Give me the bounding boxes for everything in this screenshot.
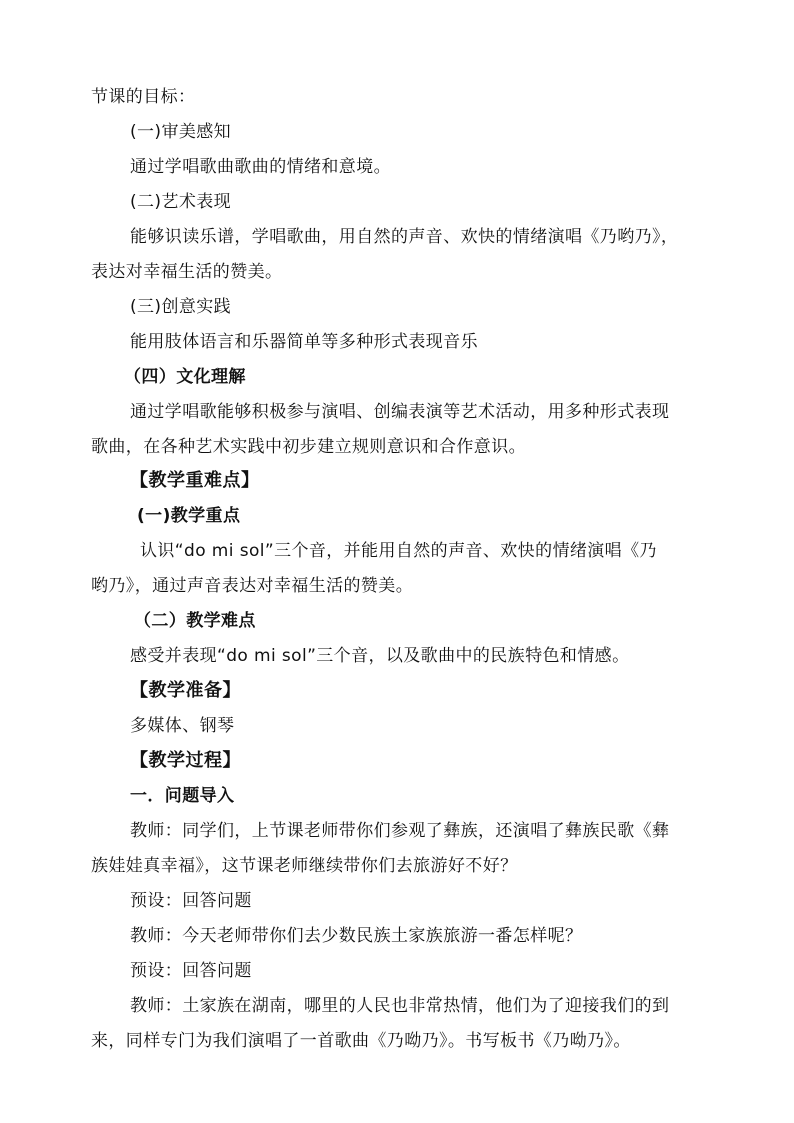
text-line: 哟乃》，通过声音表达对幸福生活的赞美。 xyxy=(91,576,414,596)
subheading-teaching-focus: (一)教学重点 xyxy=(137,506,241,526)
text-line: 能够识读乐谱，学唱歌曲，用自然的声音、欢快的情绪演唱《乃哟乃》， xyxy=(130,227,679,247)
text-line: 族娃娃真幸福》，这节课老师继续带你们去旅游好不好？ xyxy=(91,856,518,876)
text-line: 能用肢体语言和乐器简单等多种形式表现音乐 xyxy=(130,332,478,352)
subheading-cultural-understanding: （四）文化理解 xyxy=(124,367,246,387)
text-line: 教师：同学们，上节课老师带你们参观了彝族，还演唱了彝族民歌《彝 xyxy=(130,821,670,841)
section-heading-teaching-preparation: 【教学准备】 xyxy=(130,680,241,701)
text-line: 预设：回答问题 xyxy=(130,891,252,911)
section-heading-key-difficult-points: 【教学重难点】 xyxy=(130,470,260,491)
text-line: 节课的目标： xyxy=(91,87,196,107)
section-heading-teaching-process: 【教学过程】 xyxy=(130,750,241,771)
text-line: 教师：今天老师带你们去少数民族土家族旅游一番怎样呢？ xyxy=(130,926,583,946)
subheading-problem-introduction: 一．问题导入 xyxy=(130,786,235,806)
text-line: 歌曲，在各种艺术实践中初步建立规则意识和合作意识。 xyxy=(91,437,526,457)
text-line: 通过学唱歌能够积极参与演唱、创编表演等艺术活动，用多种形式表现 xyxy=(130,402,670,422)
text-line: 感受并表现“do mi sol”三个音，以及歌曲中的民族特色和情感。 xyxy=(130,646,630,666)
subheading-artistic-expression: (二)艺术表现 xyxy=(130,192,232,212)
text-line: 多媒体、钢琴 xyxy=(130,716,235,736)
subheading-creative-practice: (三)创意实践 xyxy=(130,297,232,317)
text-line: 认识“do mi sol”三个音，并能用自然的声音、欢快的情绪演唱《乃 xyxy=(140,541,657,561)
text-line: 通过学唱歌曲歌曲的情绪和意境。 xyxy=(130,157,391,177)
text-line: 来，同样专门为我们演唱了一首歌曲《乃呦乃》。书写板书《乃呦乃》。 xyxy=(91,1031,631,1051)
text-line: 表达对幸福生活的赞美。 xyxy=(91,262,283,282)
subheading-aesthetic-perception: (一)审美感知 xyxy=(130,122,232,142)
subheading-teaching-difficulty: （二）教学难点 xyxy=(134,611,256,631)
text-line: 预设：回答问题 xyxy=(130,961,252,981)
text-line: 教师：土家族在湖南，哪里的人民也非常热情，他们为了迎接我们的到 xyxy=(130,996,670,1016)
